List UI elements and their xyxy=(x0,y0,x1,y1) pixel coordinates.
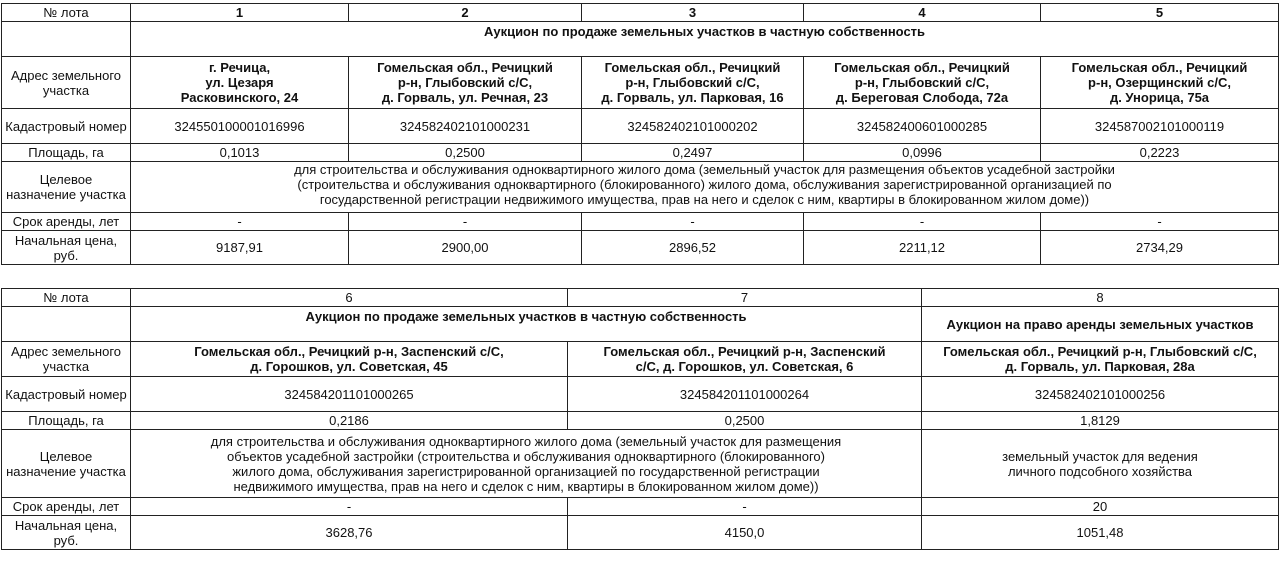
lot-number: 7 xyxy=(568,289,922,307)
address-row xyxy=(2,342,1279,377)
auction-title-lease: Аукцион на право аренды земельных участков xyxy=(922,307,1279,342)
start-price-row xyxy=(2,516,1279,550)
purpose-row xyxy=(2,430,1279,498)
lot-address: Гомельская обл., Речицкий р-н, Заспенский с/С, д. Горошков, ул. Советская, 6 xyxy=(568,342,922,377)
start-price-row xyxy=(2,231,1279,265)
cadastral-number: 324584201101000264 xyxy=(568,377,922,412)
area-label: Площадь, га xyxy=(2,144,131,162)
lot-address: Гомельская обл., Речицкий р-н, Глыбовский с/С, д. Горваль, ул. Речная, 23 xyxy=(349,57,582,109)
purpose-text: для строительства и обслуживания одноквартирного жилого дома (земельный участок для размещения объектов усадебной застройки (строительства и обслуживания одноквартирного (блокированного) жилого дома, обслуживания зарегистрированной организацией по государственной регистрации недвижимого имущества, прав на него и сделок с ним, квартиры в блокированном жилом доме)) xyxy=(131,162,1279,213)
lot-number: 3 xyxy=(582,4,804,22)
cadastral-number: 324550100001016996 xyxy=(131,109,349,144)
lot-number-row xyxy=(2,289,1279,307)
lot-area: 0,1013 xyxy=(131,144,349,162)
lot-number: 4 xyxy=(804,4,1041,22)
address-label: Адрес земельного участка xyxy=(2,57,131,109)
lot-area: 0,0996 xyxy=(804,144,1041,162)
address-label: Адрес земельного участка xyxy=(2,342,131,377)
cadastral-label: Кадастровый номер xyxy=(2,377,131,412)
cadastral-number: 324582402101000256 xyxy=(922,377,1279,412)
purpose-label: Целевое назначение участка xyxy=(2,430,131,498)
lease-term-label: Срок аренды, лет xyxy=(2,498,131,516)
lease-term: - xyxy=(582,213,804,231)
start-price: 4150,0 xyxy=(568,516,922,550)
empty-cell xyxy=(2,22,131,57)
lot-area: 1,8129 xyxy=(922,412,1279,430)
lot-number: 5 xyxy=(1041,4,1279,22)
area-row xyxy=(2,412,1279,430)
cadastral-number: 324582400601000285 xyxy=(804,109,1041,144)
lease-term: - xyxy=(131,213,349,231)
cadastral-row xyxy=(2,109,1279,144)
lot-area: 0,2500 xyxy=(349,144,582,162)
purpose-text-sale: для строительства и обслуживания одноквартирного жилого дома (земельный участок для размещения объектов усадебной застройки (строительства и обслуживания одноквартирного (блокированного) жилого дома, обслуживания зарегистрированной организацией по государственной регистрации недвижимого имущества, прав на него и сделок с ним, квартиры в блокированном жилом доме)) xyxy=(131,430,922,498)
cadastral-number: 324582402101000202 xyxy=(582,109,804,144)
lease-term: 20 xyxy=(922,498,1279,516)
lease-term-label: Срок аренды, лет xyxy=(2,213,131,231)
lot-address: Гомельская обл., Речицкий р-н, Озерщинский с/С, д. Унорица, 75а xyxy=(1041,57,1279,109)
lot-area: 0,2186 xyxy=(131,412,568,430)
start-price: 3628,76 xyxy=(131,516,568,550)
cadastral-number: 324587002101000119 xyxy=(1041,109,1279,144)
cadastral-row xyxy=(2,377,1279,412)
start-price-label: Начальная цена, руб. xyxy=(2,516,131,550)
lot-number: 1 xyxy=(131,4,349,22)
lot-address: г. Речица, ул. Цезаря Расковинского, 24 xyxy=(131,57,349,109)
cadastral-number: 324582402101000231 xyxy=(349,109,582,144)
lot-number-label: № лота xyxy=(2,289,131,307)
start-price: 1051,48 xyxy=(922,516,1279,550)
lot-number-label: № лота xyxy=(2,4,131,22)
start-price: 2734,29 xyxy=(1041,231,1279,265)
start-price: 2211,12 xyxy=(804,231,1041,265)
lease-term: - xyxy=(568,498,922,516)
area-row xyxy=(2,144,1279,162)
lots-table-1 xyxy=(1,3,1279,265)
lot-number-row xyxy=(2,4,1279,22)
lot-number: 6 xyxy=(131,289,568,307)
lot-address: Гомельская обл., Речицкий р-н, Заспенский с/С, д. Горошков, ул. Советская, 45 xyxy=(131,342,568,377)
lot-area: 0,2500 xyxy=(568,412,922,430)
lot-area: 0,2223 xyxy=(1041,144,1279,162)
lot-address: Гомельская обл., Речицкий р-н, Глыбовский с/С, д. Горваль, ул. Парковая, 16 xyxy=(582,57,804,109)
auction-title-sale: Аукцион по продаже земельных участков в частную собственность xyxy=(131,307,922,342)
empty-cell xyxy=(2,307,131,342)
purpose-row xyxy=(2,162,1279,213)
lease-term: - xyxy=(349,213,582,231)
cadastral-number: 324584201101000265 xyxy=(131,377,568,412)
lot-address: Гомельская обл., Речицкий р-н, Глыбовский с/С, д. Горваль, ул. Парковая, 28а xyxy=(922,342,1279,377)
lot-number: 8 xyxy=(922,289,1279,307)
lease-term-row xyxy=(2,213,1279,231)
lease-term: - xyxy=(131,498,568,516)
auction-title: Аукцион по продаже земельных участков в частную собственность xyxy=(131,22,1279,57)
lease-term-row xyxy=(2,498,1279,516)
lots-table-2 xyxy=(1,288,1279,550)
cadastral-label: Кадастровый номер xyxy=(2,109,131,144)
lot-number: 2 xyxy=(349,4,582,22)
area-label: Площадь, га xyxy=(2,412,131,430)
start-price: 9187,91 xyxy=(131,231,349,265)
start-price: 2896,52 xyxy=(582,231,804,265)
lease-term: - xyxy=(804,213,1041,231)
purpose-text-lease: земельный участок для ведения личного подсобного хозяйства xyxy=(922,430,1279,498)
auction-title-row xyxy=(2,307,1279,342)
auction-title-row xyxy=(2,22,1279,57)
start-price: 2900,00 xyxy=(349,231,582,265)
lot-address: Гомельская обл., Речицкий р-н, Глыбовский с/С, д. Береговая Слобода, 72а xyxy=(804,57,1041,109)
lease-term: - xyxy=(1041,213,1279,231)
start-price-label: Начальная цена, руб. xyxy=(2,231,131,265)
address-row xyxy=(2,57,1279,109)
lot-area: 0,2497 xyxy=(582,144,804,162)
purpose-label: Целевое назначение участка xyxy=(2,162,131,213)
